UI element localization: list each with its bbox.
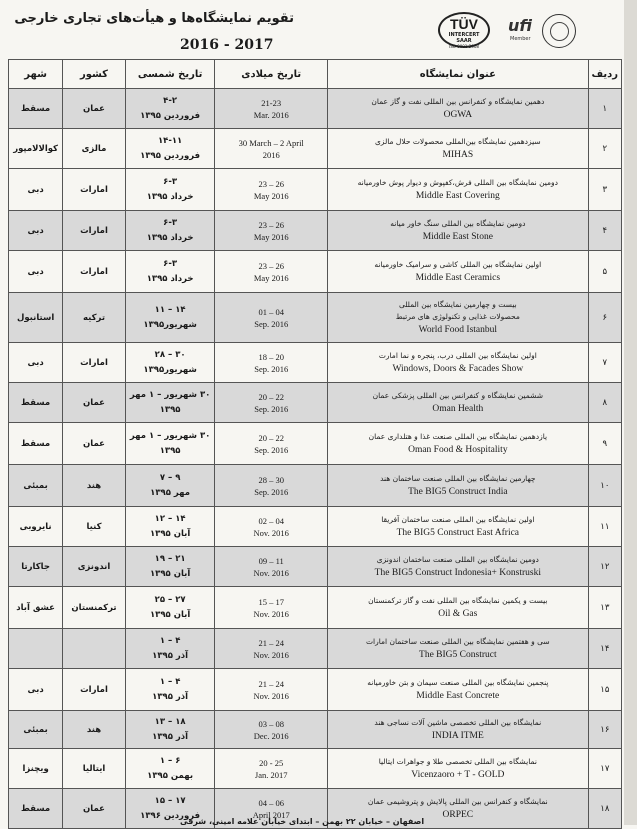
exhibition-name-en: ORPEC bbox=[442, 809, 474, 820]
city-cell: دبی bbox=[9, 169, 63, 211]
exhibition-name-en: Middle East Ceramics bbox=[415, 272, 501, 283]
row-number: ۴ bbox=[588, 211, 621, 251]
table-row bbox=[9, 293, 622, 343]
persian-month: فروردین ۱۳۹۵ bbox=[140, 150, 201, 161]
city-cell: دبی bbox=[9, 251, 63, 293]
logo-group bbox=[438, 12, 608, 50]
gregorian-date bbox=[215, 423, 328, 465]
persian-days: ۳۰ شهریور – ۱ مهر bbox=[129, 389, 211, 400]
gregorian-date bbox=[215, 629, 328, 669]
persian-days: ۶-۳ bbox=[163, 217, 178, 228]
table-row bbox=[9, 423, 622, 465]
exhibition-name-fa: دومین نمایشگاه بین المللی صنعت ساختمان اندونزی bbox=[376, 554, 539, 564]
persian-month: بهمن ۱۳۹۵ bbox=[147, 770, 194, 781]
country-cell: عمان bbox=[63, 383, 126, 423]
gregorian-days: 04 – 06 bbox=[258, 797, 284, 808]
persian-month: آبان ۱۳۹۵ bbox=[149, 609, 191, 620]
persian-date bbox=[125, 507, 215, 547]
table-row bbox=[9, 587, 622, 629]
persian-date bbox=[125, 587, 215, 629]
row-number: ۱۷ bbox=[588, 749, 621, 789]
exhibition-name-en: Oman Food & Hospitality bbox=[408, 444, 508, 455]
row-number: ۱۸ bbox=[588, 789, 621, 829]
persian-month: آبان ۱۳۹۵ bbox=[149, 528, 191, 539]
country-cell: کنیا bbox=[63, 507, 126, 547]
exhibition-name-en: OGWA bbox=[443, 109, 473, 120]
row-number: ۲ bbox=[588, 129, 621, 169]
persian-days: ۶-۳ bbox=[163, 176, 178, 187]
country-cell: اندونزی bbox=[63, 547, 126, 587]
ufi-member-label: Member bbox=[510, 36, 531, 42]
exhibition-name-en: The BIG5 Construct Indonesia+ Konstruski bbox=[374, 567, 541, 578]
exhibition-name-fa: اولین نمایشگاه بین المللی کاشی و سرامیک خاورمیانه bbox=[374, 259, 542, 269]
table-row bbox=[9, 547, 622, 587]
exhibition-name-fa: پنجمین نمایشگاه بین المللی صنعت سیمان و بتن خاورمیانه bbox=[367, 677, 549, 687]
persian-days: ۱۴-۱۱ bbox=[157, 135, 183, 146]
gregorian-days: 20 - 25 bbox=[259, 757, 284, 768]
persian-month: خرداد ۱۳۹۵ bbox=[146, 191, 194, 202]
row-number: ۳ bbox=[588, 169, 621, 211]
gregorian-month: Sep. 2016 bbox=[254, 363, 289, 374]
persian-month: خرداد ۱۳۹۵ bbox=[146, 273, 194, 284]
exhibition-name bbox=[328, 293, 589, 343]
persian-date bbox=[125, 423, 215, 465]
row-number: ۱ bbox=[588, 89, 621, 129]
exhibition-name bbox=[328, 423, 589, 465]
exhibition-name-fa: بیست و چهارمین نمایشگاه بین المللی bbox=[398, 299, 517, 309]
persian-date bbox=[125, 629, 215, 669]
persian-month: آبان ۱۳۹۵ bbox=[149, 568, 191, 579]
table-row bbox=[9, 211, 622, 251]
exhibition-name-en: Windows, Doors & Facades Show bbox=[392, 363, 524, 374]
page-years: 2016 - 2017 bbox=[180, 37, 274, 53]
exhibition-name-fa-line2: محصولات غذایی و تکنولوژی های مرتبط bbox=[395, 311, 520, 321]
persian-days: ۱۴ – ۱۱ bbox=[154, 304, 186, 315]
city-cell: ویچنزا bbox=[9, 749, 63, 789]
gregorian-month: Nov. 2016 bbox=[253, 649, 289, 660]
row-number: ۱۵ bbox=[588, 669, 621, 711]
persian-days: ۶-۳ bbox=[163, 258, 178, 269]
city-cell: دبی bbox=[9, 343, 63, 383]
persian-date bbox=[125, 89, 215, 129]
exhibition-name-en: The BIG5 Construct East Africa bbox=[396, 527, 520, 538]
gregorian-days: 09 – 11 bbox=[258, 555, 284, 566]
exhibition-name-fa: ششمین نمایشگاه و کنفرانس بین المللی پزشکی عمان bbox=[372, 390, 544, 400]
gregorian-date bbox=[215, 211, 328, 251]
exhibition-name-en: Oman Health bbox=[432, 403, 484, 414]
row-number: ۵ bbox=[588, 251, 621, 293]
gregorian-month: Sep. 2016 bbox=[254, 444, 289, 455]
persian-month: شهریور۱۳۹۵ bbox=[143, 319, 197, 330]
row-number: ۱۴ bbox=[588, 629, 621, 669]
persian-days: ۳۰ شهریور – ۱ مهر bbox=[129, 430, 211, 441]
exhibition-name bbox=[328, 749, 589, 789]
row-number: ۷ bbox=[588, 343, 621, 383]
table-row bbox=[9, 129, 622, 169]
exhibition-name bbox=[328, 629, 589, 669]
table-body bbox=[9, 89, 622, 829]
city-cell: کوالالامپور bbox=[9, 129, 63, 169]
row-number: ۱۳ bbox=[588, 587, 621, 629]
exhibition-name bbox=[328, 465, 589, 507]
gregorian-days: 23 – 26 bbox=[258, 219, 284, 230]
country-cell: امارات bbox=[63, 211, 126, 251]
footer-address: اصفهان – خیابان ۲۲ بهمن – ابتدای خیابان علامه امینی، شرقی bbox=[180, 817, 425, 826]
city-cell: دبی bbox=[9, 669, 63, 711]
gregorian-month: Nov. 2016 bbox=[253, 690, 289, 701]
table-row bbox=[9, 169, 622, 211]
gregorian-month: Sep. 2016 bbox=[254, 486, 289, 497]
gregorian-month: Dec. 2016 bbox=[253, 730, 289, 741]
exhibition-name-fa: نمایشگاه بین المللی تخصصی ماشین آلات نساجی هند bbox=[374, 717, 542, 727]
gregorian-month: Sep. 2016 bbox=[254, 318, 289, 329]
persian-date bbox=[125, 711, 215, 749]
gregorian-date bbox=[215, 89, 328, 129]
gregorian-month: Nov. 2016 bbox=[253, 527, 289, 538]
exhibition-name bbox=[328, 507, 589, 547]
exhibition-name-fa: یازدهمین نمایشگاه بین المللی صنعت غذا و هتلداری عمان bbox=[368, 431, 548, 441]
gregorian-days: 21 – 24 bbox=[258, 678, 284, 689]
city-cell: دبی bbox=[9, 211, 63, 251]
persian-date bbox=[125, 169, 215, 211]
exhibition-name-en: Oil & Gas bbox=[438, 608, 478, 619]
country-cell: امارات bbox=[63, 343, 126, 383]
persian-days: ۳۰ – ۲۸ bbox=[154, 349, 186, 360]
exhibition-name bbox=[328, 587, 589, 629]
exhibition-name bbox=[328, 343, 589, 383]
persian-days: ۲۱ – ۱۹ bbox=[154, 553, 186, 564]
table-row bbox=[9, 507, 622, 547]
exhibition-name-en: INDIA ITME bbox=[431, 730, 484, 741]
city-cell bbox=[9, 629, 63, 669]
gregorian-month: April 2017 bbox=[252, 809, 290, 820]
gregorian-date bbox=[215, 547, 328, 587]
row-number: ۱۰ bbox=[588, 465, 621, 507]
ufi-logo: ufi bbox=[508, 16, 532, 35]
col-header-country: کشور bbox=[63, 60, 126, 89]
city-cell: استانبول bbox=[9, 293, 63, 343]
row-number: ۱۱ bbox=[588, 507, 621, 547]
persian-date bbox=[125, 749, 215, 789]
gregorian-date bbox=[215, 749, 328, 789]
persian-date bbox=[125, 129, 215, 169]
exhibition-name bbox=[328, 89, 589, 129]
persian-days: ۴ – ۱ bbox=[159, 676, 181, 687]
page-edge bbox=[624, 0, 637, 825]
gregorian-date bbox=[215, 169, 328, 211]
city-cell: جاکارتا bbox=[9, 547, 63, 587]
persian-days: ۹ – ۷ bbox=[159, 472, 181, 483]
country-cell: امارات bbox=[63, 251, 126, 293]
persian-days: ۱۴ – ۱۲ bbox=[154, 513, 186, 524]
gregorian-date bbox=[215, 293, 328, 343]
table-row bbox=[9, 669, 622, 711]
country-cell: هند bbox=[63, 465, 126, 507]
gregorian-date bbox=[215, 465, 328, 507]
gregorian-date bbox=[215, 669, 328, 711]
gregorian-date bbox=[215, 251, 328, 293]
persian-month: شهریور۱۳۹۵ bbox=[143, 364, 197, 375]
city-cell: مسقط bbox=[9, 383, 63, 423]
exhibition-name-fa: نمایشگاه بین المللی تخصصی طلا و جواهرات ایتالیا bbox=[378, 756, 537, 766]
gregorian-days: 01 – 04 bbox=[258, 306, 284, 317]
exhibition-name-fa: چهارمین نمایشگاه بین المللی صنعت ساختمان هند bbox=[380, 473, 536, 483]
gregorian-days: 23 – 26 bbox=[258, 260, 284, 271]
gregorian-days: 21 – 24 bbox=[258, 637, 284, 648]
gregorian-days: 18 – 20 bbox=[258, 351, 284, 362]
persian-date bbox=[125, 465, 215, 507]
header bbox=[0, 0, 624, 60]
exhibition-name bbox=[328, 211, 589, 251]
table-row bbox=[9, 343, 622, 383]
exhibition-name-en: World Food Istanbul bbox=[418, 324, 498, 335]
table-row bbox=[9, 711, 622, 749]
table-row bbox=[9, 383, 622, 423]
exhibition-name bbox=[328, 547, 589, 587]
col-header-num: ردیف bbox=[588, 60, 621, 89]
persian-days: ۴-۲ bbox=[163, 95, 178, 106]
table-row bbox=[9, 749, 622, 789]
gregorian-days: 30 March – 2 April bbox=[238, 137, 304, 148]
row-number: ۱۶ bbox=[588, 711, 621, 749]
country-cell: عمان bbox=[63, 789, 126, 829]
exhibition-name-en: Middle East Stone bbox=[422, 231, 493, 242]
gregorian-days: 02 – 04 bbox=[258, 515, 284, 526]
exhibition-name-fa: بیست و یکمین نمایشگاه بین المللی نفت و گاز ترکمنستان bbox=[368, 595, 548, 605]
exhibition-name-fa: دهمین نمایشگاه و کنفرانس بین المللی نفت و گاز عمان bbox=[371, 96, 545, 106]
persian-days: ۴ – ۱ bbox=[159, 635, 181, 646]
table-row bbox=[9, 465, 622, 507]
table-row bbox=[9, 251, 622, 293]
persian-days: ۱۷ – ۱۵ bbox=[154, 795, 186, 806]
exhibition-name-fa: نمایشگاه و کنفرانس بین المللی پالایش و پتروشیمی عمان bbox=[367, 796, 548, 806]
exhibition-name-en: Middle East Covering bbox=[415, 190, 500, 201]
exhibition-name-fa: سیزدهمین نمایشگاه بین‌المللی محصولات حلال مالزی bbox=[374, 136, 541, 146]
gregorian-month: May 2016 bbox=[253, 190, 289, 201]
gregorian-month: Nov. 2016 bbox=[253, 608, 289, 619]
exhibition-name-en: The BIG5 Construct bbox=[419, 649, 497, 660]
persian-date bbox=[125, 211, 215, 251]
col-header-persian: تاریخ شمسی bbox=[125, 60, 215, 89]
city-cell: بمبئی bbox=[9, 711, 63, 749]
city-cell: مسقط bbox=[9, 789, 63, 829]
persian-date bbox=[125, 669, 215, 711]
gregorian-days: 03 – 08 bbox=[258, 718, 284, 729]
gregorian-days: 23 – 26 bbox=[258, 178, 284, 189]
gregorian-month: 2016 bbox=[262, 149, 280, 160]
exhibition-name bbox=[328, 383, 589, 423]
exhibition-name-fa: اولین نمایشگاه بین المللی درب، پنجره و نما امارت bbox=[378, 350, 537, 360]
gregorian-month: May 2016 bbox=[253, 231, 289, 242]
exhibition-name-fa: سی و هفتمین نمایشگاه بین المللی صنعت ساختمان امارات bbox=[365, 636, 550, 646]
exhibition-name bbox=[328, 669, 589, 711]
exhibition-name-en: Vicenzaoro + T - GOLD bbox=[411, 769, 505, 780]
gregorian-days: 20 – 22 bbox=[258, 391, 284, 402]
exhibition-name-en: Middle East Concrete bbox=[416, 690, 500, 701]
col-header-city: شهر bbox=[9, 60, 63, 89]
persian-month: مهر ۱۳۹۵ bbox=[150, 487, 191, 498]
gregorian-month: Nov. 2016 bbox=[253, 567, 289, 578]
country-cell: عمان bbox=[63, 89, 126, 129]
row-number: ۱۲ bbox=[588, 547, 621, 587]
gregorian-date bbox=[215, 129, 328, 169]
row-number: ۸ bbox=[588, 383, 621, 423]
col-header-gregorian: تاریخ میلادی bbox=[215, 60, 328, 89]
gregorian-month: Sep. 2016 bbox=[254, 403, 289, 414]
city-cell: نایروبی bbox=[9, 507, 63, 547]
gregorian-days: 21-23 bbox=[261, 97, 282, 108]
persian-date bbox=[125, 343, 215, 383]
gregorian-date bbox=[215, 507, 328, 547]
persian-month: آذر ۱۳۹۵ bbox=[152, 691, 189, 702]
gregorian-days: 15 – 17 bbox=[258, 596, 284, 607]
gregorian-days: 28 – 30 bbox=[258, 474, 284, 485]
exhibition-table bbox=[8, 59, 622, 829]
country-cell: هند bbox=[63, 711, 126, 749]
row-number: ۶ bbox=[588, 293, 621, 343]
persian-month: خرداد ۱۳۹۵ bbox=[146, 232, 194, 243]
country-cell: ترکمنستان bbox=[63, 587, 126, 629]
country-cell: عمان bbox=[63, 423, 126, 465]
table-row bbox=[9, 89, 622, 129]
persian-date bbox=[125, 251, 215, 293]
exhibition-name bbox=[328, 711, 589, 749]
persian-date bbox=[125, 383, 215, 423]
country-cell: مالزی bbox=[63, 129, 126, 169]
country-cell: امارات bbox=[63, 669, 126, 711]
gregorian-month: May 2016 bbox=[253, 272, 289, 283]
col-header-name: عنوان نمایشگاه bbox=[328, 60, 589, 89]
exhibition-name bbox=[328, 169, 589, 211]
persian-days: ۶ – ۱ bbox=[159, 755, 181, 766]
row-number: ۹ bbox=[588, 423, 621, 465]
exhibition-name-en: The BIG5 Construct India bbox=[408, 486, 508, 497]
chamber-emblem-icon bbox=[542, 14, 576, 48]
page-title: تقویم نمایشگاه‌ها و هیأت‌های تجاری خارجی bbox=[14, 11, 294, 26]
persian-days: ۱۸ – ۱۳ bbox=[154, 716, 186, 727]
persian-date bbox=[125, 293, 215, 343]
tuv-logo: TÜV INTERCERT SAAR ISO 9001:2008 bbox=[438, 12, 490, 48]
persian-month: ۱۳۹۵ bbox=[159, 445, 181, 456]
city-cell: بمبئی bbox=[9, 465, 63, 507]
gregorian-month: Jan. 2017 bbox=[254, 769, 288, 780]
gregorian-date bbox=[215, 383, 328, 423]
country-cell: ترکیه bbox=[63, 293, 126, 343]
country-cell: امارات bbox=[63, 169, 126, 211]
persian-month: فروردین ۱۳۹۵ bbox=[140, 110, 201, 121]
city-cell: مسقط bbox=[9, 89, 63, 129]
exhibition-name-fa: اولین نمایشگاه بین المللی صنعت ساختمان آفریقا bbox=[381, 514, 535, 524]
gregorian-month: Mar. 2016 bbox=[253, 109, 289, 120]
exhibition-name-fa: دومین نمایشگاه بین المللی فرش،کفپوش و دیوار پوش خاورمیانه bbox=[357, 177, 559, 187]
exhibition-name-fa: دومین نمایشگاه بین المللی سنگ خاور میانه bbox=[390, 218, 526, 228]
gregorian-days: 20 – 22 bbox=[258, 432, 284, 443]
exhibition-name bbox=[328, 251, 589, 293]
persian-month: آذر ۱۳۹۵ bbox=[152, 650, 189, 661]
persian-days: ۲۷ – ۲۵ bbox=[154, 594, 186, 605]
persian-month: ۱۳۹۵ bbox=[159, 404, 181, 415]
persian-month: فروردین ۱۳۹۶ bbox=[140, 810, 201, 821]
table-row bbox=[9, 629, 622, 669]
country-cell bbox=[63, 629, 126, 669]
city-cell: عشق آباد bbox=[9, 587, 63, 629]
table-header-row bbox=[9, 60, 622, 89]
gregorian-date bbox=[215, 587, 328, 629]
country-cell: ایتالیا bbox=[63, 749, 126, 789]
gregorian-date bbox=[215, 343, 328, 383]
persian-date bbox=[125, 547, 215, 587]
exhibition-name-en: MIHAS bbox=[442, 149, 474, 160]
persian-month: آذر ۱۳۹۵ bbox=[152, 731, 189, 742]
gregorian-date bbox=[215, 711, 328, 749]
city-cell: مسقط bbox=[9, 423, 63, 465]
exhibition-name bbox=[328, 129, 589, 169]
